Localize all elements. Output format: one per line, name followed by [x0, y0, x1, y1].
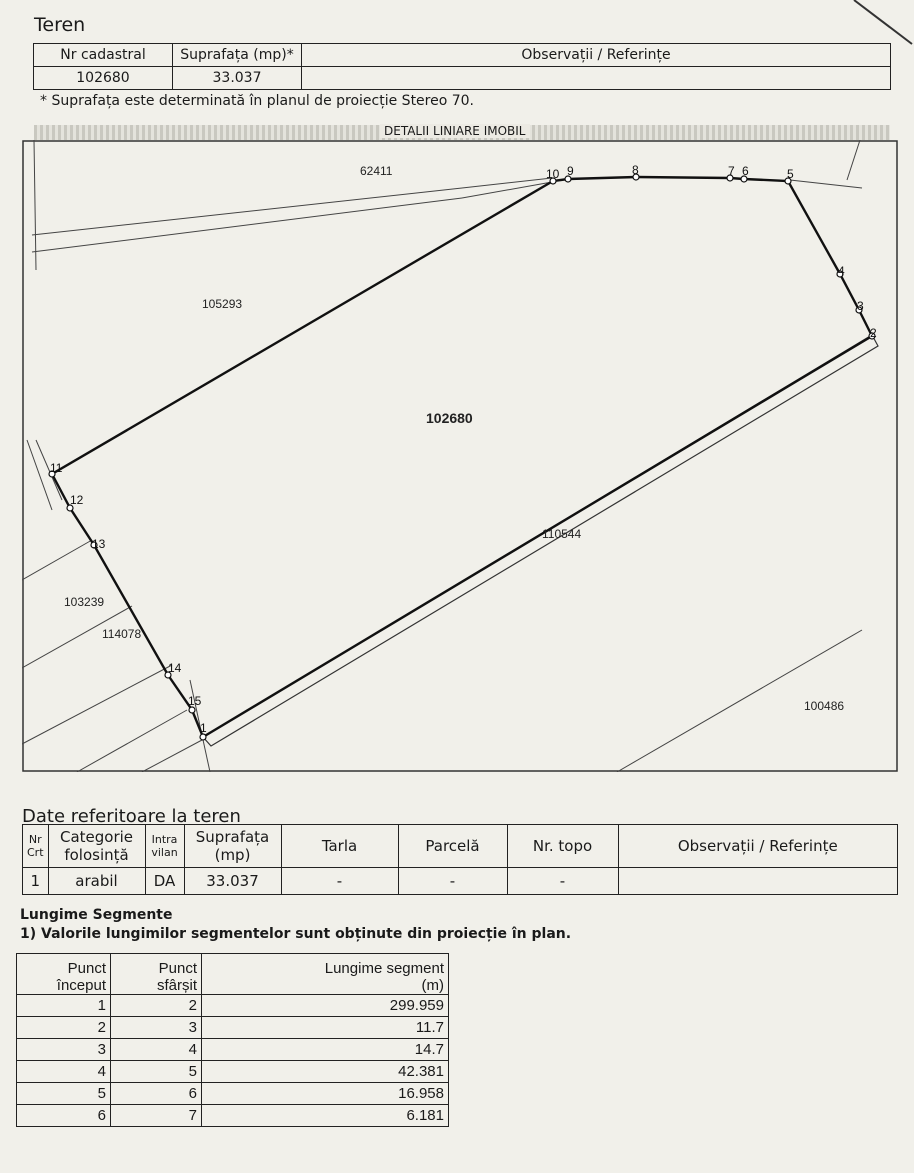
header-nr-topo: Nr. topo	[507, 825, 618, 868]
header-parcela: Parcelă	[398, 825, 507, 868]
neighbour-lines	[22, 140, 862, 772]
cell-suprafata: 33.037	[173, 67, 302, 90]
cell-end: 4	[111, 1039, 202, 1061]
suprafata-note: * Suprafața este determinată în planul de proiecție Stereo 70.	[40, 93, 475, 109]
cell-start: 2	[17, 1017, 111, 1039]
cell-end: 2	[111, 995, 202, 1017]
cell-nr-cadastral: 102680	[34, 67, 173, 90]
cell-length: 6.181	[202, 1105, 449, 1127]
road-strip	[203, 335, 878, 746]
point-label: 7	[728, 164, 735, 178]
header-lungime-unit: (m)	[421, 976, 444, 994]
point-label: 15	[188, 694, 202, 708]
cell-tarla: -	[281, 868, 398, 895]
point-label: 5	[787, 167, 794, 181]
page-corner-shadow	[844, 0, 914, 50]
cell-end: 5	[111, 1061, 202, 1083]
date-teren-table	[22, 824, 898, 895]
point-label: 14	[168, 661, 182, 675]
header-tarla: Tarla	[281, 825, 398, 868]
table-row	[17, 1083, 449, 1105]
point-label: 6	[742, 164, 749, 178]
point-label: 2	[870, 326, 877, 340]
parcel-label: 114078	[102, 627, 142, 641]
segmente-table	[16, 953, 449, 1127]
cell-parcela: -	[398, 868, 507, 895]
cell-nr-crt: 1	[23, 868, 49, 895]
point-label: 13	[92, 537, 106, 551]
segmente-title: Lungime Segmente	[20, 907, 173, 923]
point-label: 12	[70, 493, 84, 507]
cell-end: 3	[111, 1017, 202, 1039]
header-suprafata: Suprafața (mp)*	[173, 44, 302, 67]
header-lungime	[202, 954, 449, 995]
point-label: 8	[632, 163, 639, 177]
date-teren-title: Date referitoare la teren	[22, 806, 241, 827]
header-nr-cadastral: Nr cadastral	[34, 44, 173, 67]
header-intravilan: Intra vilan	[145, 825, 184, 868]
cell-start: 1	[17, 995, 111, 1017]
parcel-label: 110544	[542, 527, 582, 541]
table-row	[17, 1105, 449, 1127]
cell-length: 42.381	[202, 1061, 449, 1083]
point-label: 11	[50, 461, 63, 475]
cell-suprafata: 33.037	[184, 868, 281, 895]
table-row	[17, 1039, 449, 1061]
cell-end: 6	[111, 1083, 202, 1105]
cell-nr-topo: -	[507, 868, 618, 895]
section-title: DETALII LINIARE IMOBIL	[380, 124, 530, 138]
header-punct-sfarsit: Punct sfârșit	[111, 954, 202, 995]
parcel-label: 62411	[360, 164, 393, 178]
header-categorie: Categorie folosință	[48, 825, 145, 868]
point-label: 10	[546, 167, 560, 181]
cell-start: 5	[17, 1083, 111, 1105]
cell-intravilan: DA	[145, 868, 184, 895]
cell-start: 4	[17, 1061, 111, 1083]
header-suprafata: Suprafața (mp)	[184, 825, 281, 868]
parcel-label-main: 102680	[426, 410, 473, 426]
cell-observatii	[302, 67, 891, 90]
vertex-markers	[49, 174, 875, 740]
cell-observatii	[618, 868, 897, 895]
parcel-label: 103239	[64, 595, 105, 609]
cell-length: 299.959	[202, 995, 449, 1017]
header-observatii: Observații / Referințe	[618, 825, 897, 868]
point-label: 9	[567, 164, 574, 178]
point-label: 3	[857, 299, 864, 313]
cell-start: 3	[17, 1039, 111, 1061]
table-row	[17, 995, 449, 1017]
cell-end: 7	[111, 1105, 202, 1127]
point-label: 4	[838, 264, 845, 278]
header-punct-inceput: Punct început	[17, 954, 111, 995]
header-observatii: Observații / Referințe	[302, 44, 891, 67]
parcel-boundary	[52, 177, 872, 737]
table-row	[17, 1017, 449, 1039]
segmente-note: 1) Valorile lungimilor segmentelor sunt obținute din proiecție în plan.	[20, 926, 572, 942]
header-lungime-label: Lungime segment	[324, 959, 444, 977]
header-nr-crt: Nr Crt	[23, 825, 49, 868]
table-row	[17, 1061, 449, 1083]
cadastral-plan	[22, 140, 898, 772]
cell-start: 6	[17, 1105, 111, 1127]
teren-title: Teren	[34, 14, 86, 36]
cell-length: 11.7	[202, 1017, 449, 1039]
cell-length: 14.7	[202, 1039, 449, 1061]
cell-categorie: arabil	[48, 868, 145, 895]
point-label: 1	[200, 721, 207, 735]
cell-length: 16.958	[202, 1083, 449, 1105]
teren-table	[33, 43, 891, 90]
parcel-label: 105293	[202, 297, 243, 311]
parcel-label: 100486	[804, 699, 845, 713]
